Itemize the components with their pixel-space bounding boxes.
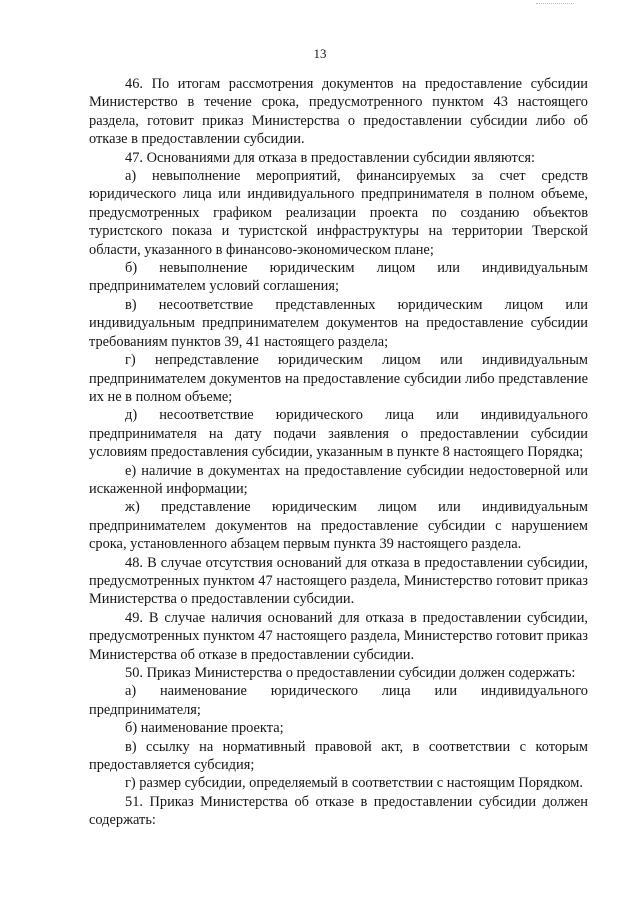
list-item-50v: в) ссылку на нормативный правовой акт, в соответствии с которым предоставляется субсидия; <box>89 738 588 774</box>
list-item-47e: е) наличие в документах на предоставление субсидии недостоверной или искаженной информации; <box>89 462 588 497</box>
paragraph-47: 47. Основаниями для отказа в предоставлении субсидии являются: <box>125 149 535 166</box>
list-item-47a: а) невыполнение мероприятий, финансируемых за счет средств юридического лица или индивидуального предпринимателя в полном объеме, предусмотренных графиком реализации проекта по созданию объектов туристского показа и туристской инфраструктуры на территории Тверской области, указанного в финансово-экономическом плане; <box>89 168 588 258</box>
paragraph-50: 50. Приказ Министерства о предоставлении субсидии должен содержать: <box>125 665 576 681</box>
list-item-50a: а) наименование юридического лица или индивидуального предпринимателя; <box>89 683 588 718</box>
paragraph-51: 51. Приказ Министерства об отказе в предоставлении субсидии должен содержать: <box>89 793 588 829</box>
paragraph-49: 49. В случае наличия оснований для отказа в предоставлении субсидии, предусмотренных пунктом 47 настоящего раздела, Министерство готовит приказ Министерства об отказе в предоставлении субсидии. <box>89 609 588 663</box>
document-body <box>89 75 588 830</box>
list-item-47d: д) несоответствие юридического лица или индивидуального предпринимателя на дату подачи заявления о предоставлении субсидии условиям предоставления субсидии, указанным в пункте 8 настоящего Порядка; <box>89 407 588 461</box>
page-number: 13 <box>313 46 327 61</box>
list-item-47zh: ж) представление юридическим лицом или индивидуальным предпринимателем документов на предоставление субсидии с нарушением срока, установленного абзацем первым пункта 39 настоящего раздела. <box>89 499 588 553</box>
list-item-47b: б) невыполнение юридическим лицом или индивидуальным предпринимателем условий соглашения; <box>89 260 588 295</box>
paragraph-48: 48. В случае отсутствия оснований для отказа в предоставлении субсидии, предусмотренных пунктом 47 настоящего раздела, Министерство готовит приказ Министерства о предоставлении субсидии. <box>89 554 588 608</box>
list-item-50b: б) наименование проекта; <box>125 720 284 737</box>
list-item-47v: в) несоответствие представленных юридическим лицом или индивидуальным предпринимателем документов на предоставление субсидии требованиям пунктов 39, 41 настоящего раздела; <box>89 296 588 350</box>
list-item-50g: г) размер субсидии, определяемый в соответствии с настоящим Порядком. <box>125 775 583 792</box>
paragraph-46: 46. По итогам рассмотрения документов на предоставление субсидии Министерство в течение срока, предусмотренного пунктом 43 настоящего раздела, готовит приказ Министерства о предоставлении субсидии либо об отказе в предоставлении субсидии. <box>89 76 588 148</box>
scan-artifact <box>536 3 574 5</box>
list-item-47g: г) непредставление юридическим лицом или индивидуальным предпринимателем документов на предоставление субсидии либо представление их не в полном объеме; <box>89 352 588 405</box>
